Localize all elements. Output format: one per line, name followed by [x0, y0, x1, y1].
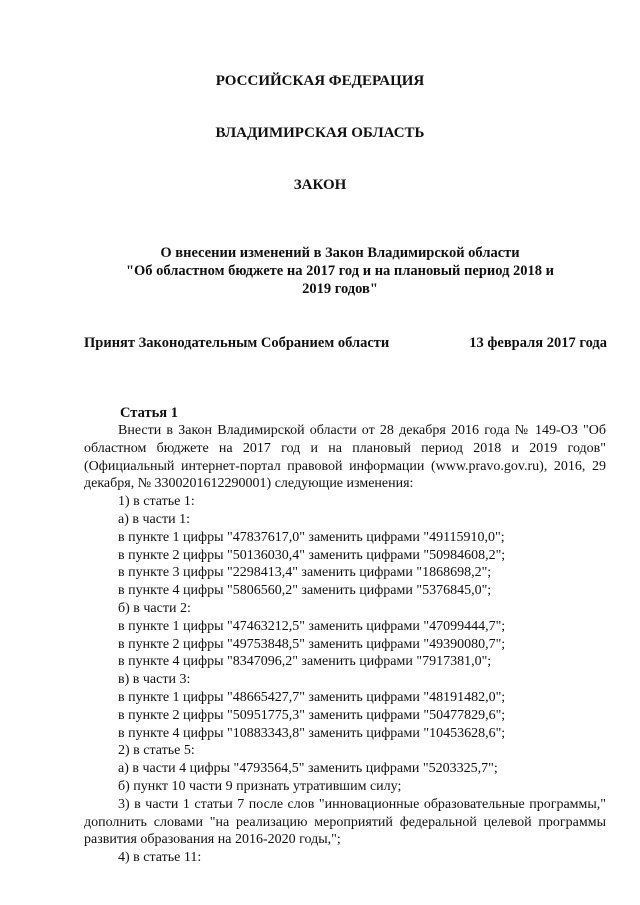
- list-item: в пункте 2 цифры "50136030,4" заменить цифрами "50984608,2";: [118, 547, 506, 563]
- list-item: в пункте 4 цифры "8347096,2" заменить цифрами "7917381,0";: [118, 654, 492, 670]
- law-title: [110, 244, 570, 298]
- list-item: в пункте 3 цифры "2298413,4" заменить цифрами "1868698,2";: [118, 565, 492, 581]
- list-item: в пункте 1 цифры "47837617,0" заменить цифрами "49115910,0";: [118, 529, 505, 545]
- article-intro: Внести в Закон Владимирской области от 28 декабря 2016 года № 149-ОЗ "Об областном бюджете на 2017 год и на плановый период 2018 и 2019 годов" (Официальный интернет-портал правовой информации (www.pravo.gov.ru), 2016, 29 декабря, № 3300201612290001) следующие изменения:: [84, 423, 606, 492]
- article-heading: Статья 1: [120, 405, 178, 421]
- doc-type-heading: ЗАКОН: [293, 177, 347, 193]
- federation-heading: РОССИЙСКАЯ ФЕДЕРАЦИЯ: [215, 73, 425, 89]
- article-body: [84, 422, 606, 867]
- adopted-by: Принят Законодательным Собранием области: [84, 335, 390, 351]
- list-item: а) в части 1:: [118, 511, 190, 527]
- list-item: в пункте 4 цифры "5806560,2" заменить цифрами "5376845,0";: [118, 583, 492, 599]
- law-title-line: О внесении изменений в Закон Владимирской области: [160, 245, 520, 261]
- list-item: б) пункт 10 части 9 признать утратившим силу;: [118, 778, 402, 794]
- region-heading: ВЛАДИМИРСКАЯ ОБЛАСТЬ: [215, 125, 425, 141]
- list-item: в пункте 1 цифры "47463212,5" заменить цифрами "47099444,7";: [118, 618, 506, 634]
- list-item: 1) в статье 1:: [118, 494, 195, 510]
- law-title-line: 2019 годов": [302, 281, 378, 297]
- list-item: 4) в статье 11:: [118, 850, 202, 866]
- list-item: в пункте 1 цифры "48665427,7" заменить цифрами "48191482,0";: [118, 689, 506, 705]
- list-item: в пункте 2 цифры "50951775,3" заменить цифрами "50477829,6";: [118, 707, 506, 723]
- list-item: в) в части 3:: [118, 672, 191, 688]
- list-item: а) в части 4 цифры "4793564,5" заменить цифрами "5203325,7";: [118, 761, 498, 777]
- list-item: в пункте 2 цифры "49753848,5" заменить цифрами "49390080,7";: [118, 636, 506, 652]
- article-paragraph: 3) в части 1 статьи 7 после слов "инновационные образовательные программы," дополнить словами "на реализацию мероприятий федеральной целевой программы развития образования на 2016-2020 годы,";: [84, 796, 606, 848]
- list-item: в пункте 4 цифры "10883343,8" заменить цифрами "10453628,6";: [118, 725, 506, 741]
- law-title-line: "Об областном бюджете на 2017 год и на плановый период 2018 и: [125, 263, 555, 279]
- list-item: б) в части 2:: [118, 600, 191, 616]
- adopted-date: 13 февраля 2017 года: [469, 335, 607, 351]
- list-item: 2) в статье 5:: [118, 743, 195, 759]
